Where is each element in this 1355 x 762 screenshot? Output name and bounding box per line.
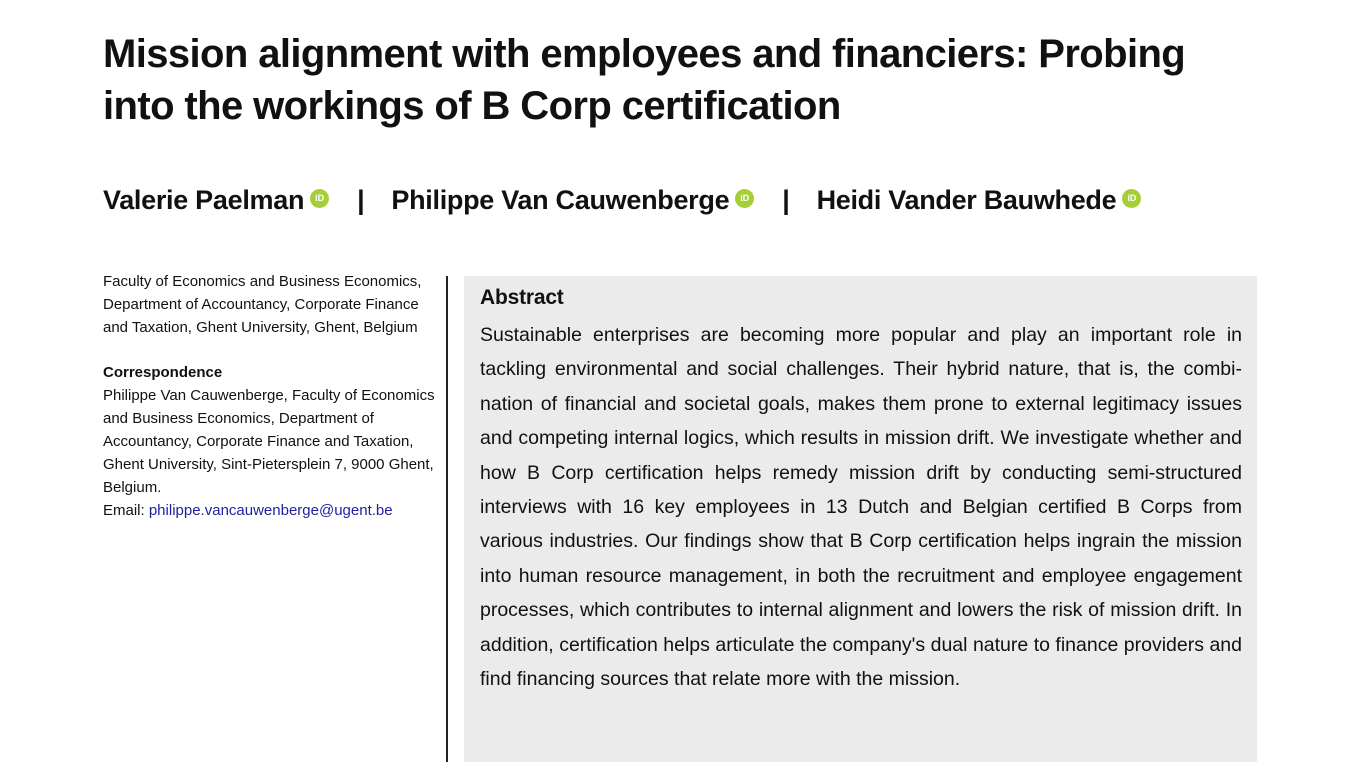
email-link[interactable]: philippe.vancauwenberge@ugent.be <box>148 502 393 519</box>
correspondence-text: Philippe Van Cauwenberge, Faculty of Economics and Business Economics, Department of Accountancy, Corporate Finance and Taxation, Ghent University, Sint-Pietersplein 7, 9000 Ghent, Belgium. <box>103 387 435 496</box>
email-label: Email: <box>103 502 149 519</box>
affiliation-sidebar <box>103 270 438 522</box>
orcid-icon[interactable]: iD <box>310 189 329 208</box>
abstract-heading: Abstract <box>480 286 564 309</box>
paper-title: Mission alignment with employees and financiers: Probing into the workings of B Corp certification <box>103 32 1186 128</box>
correspondence-heading: Correspondence <box>103 364 223 381</box>
correspondence-email-line <box>103 499 438 522</box>
author-paelman <box>103 185 329 216</box>
column-divider <box>446 276 448 762</box>
author-separator: | <box>782 184 790 215</box>
affiliation-text: Faculty of Economics and Business Economics, Department of Accountancy, Corporate Finance and Taxation, Ghent University, Ghent, Belgium <box>103 273 422 336</box>
author-separator: | <box>357 184 365 215</box>
orcid-icon[interactable]: iD <box>735 189 754 208</box>
orcid-icon[interactable]: iD <box>1122 189 1141 208</box>
author-name: Heidi Vander Bauwhede <box>816 184 1117 215</box>
abstract-text: Sustainable enterprises are becoming more popular and play an important role in tackling environmental and social challenges. Their hybrid nature, that is, the combination of financial and societal goals, makes them prone to external legitimacy issues and competing internal logics, which results in mission drift. We investigate whether and how B Corp certification helps remedy mission drift by conducting semi-structured interviews with 16 key employees in 13 Dutch and Belgian certified B Corps from various industries. Our findings show that B Corp certification helps ingrain the mission into human resource management, in both the recruitment and employee engagement processes, which contributes to internal alignment and lowers the risk of mission drift. In addition, certification helps articulate the company's dual nature to finance providers and find financing sources that relate more with the mission. <box>480 324 1242 691</box>
abstract-box <box>464 276 1257 762</box>
author-van-cauwenberge <box>391 185 754 216</box>
author-name: Philippe Van Cauwenberge <box>391 184 730 215</box>
author-name: Valerie Paelman <box>103 184 305 215</box>
author-vander-bauwhede <box>817 185 1142 216</box>
author-list <box>103 180 1141 220</box>
